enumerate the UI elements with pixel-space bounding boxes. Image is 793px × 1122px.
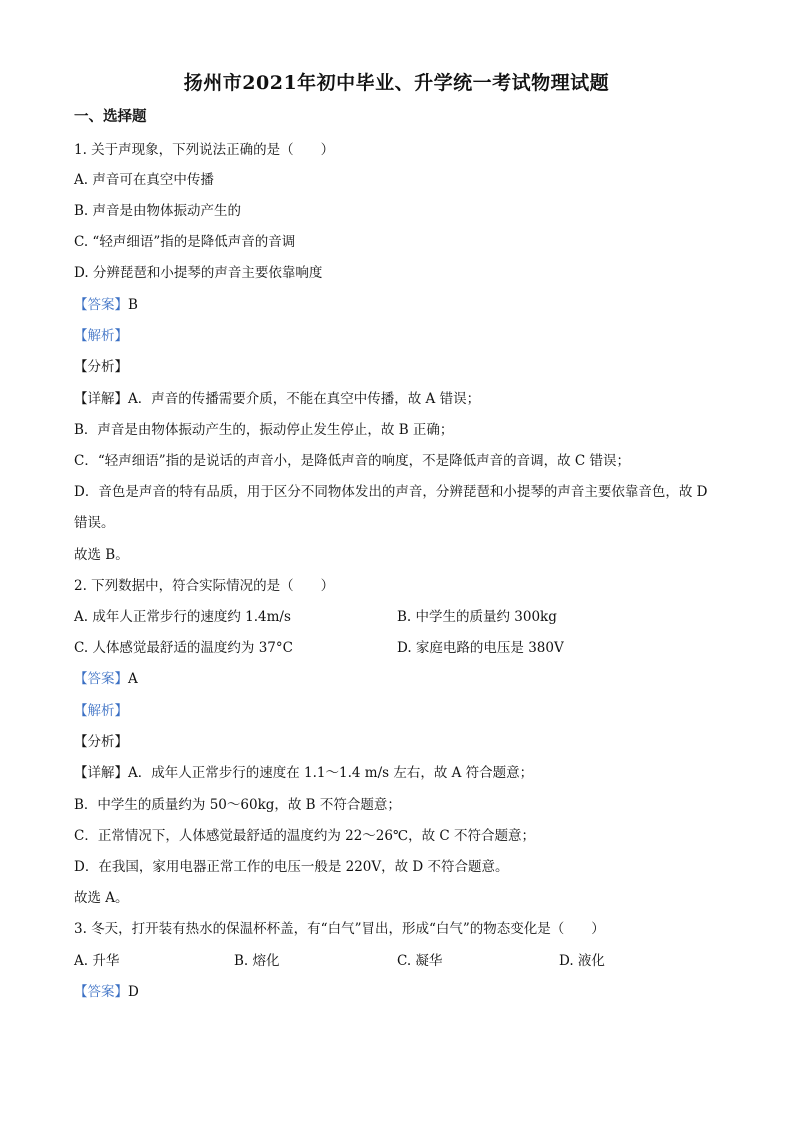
detail-label: 【详解】: [74, 765, 128, 781]
detail-text: A．声音的传播需要介质，不能在真空中传播，故 A 错误；: [128, 391, 481, 407]
q2-option-b: B. 中学生的质量约 300kg: [397, 609, 557, 625]
q2-stem: 2. 下列数据中，符合实际情况的是（ ）: [74, 578, 335, 594]
q3-option-b: B. 熔化: [234, 953, 280, 969]
q1-detail-c: C．“轻声细语”指的是说话的声音小，是降低声音的响度，不是降低声音的音调，故 C 错误；: [74, 453, 631, 469]
q1-conclusion: 故选 B。: [74, 547, 129, 563]
q1-option-b: B. 声音是由物体振动产生的: [74, 203, 242, 219]
q2-conclusion: 故选 A。: [74, 890, 129, 906]
answer-value: B: [128, 297, 138, 313]
q1-detail-d-cont: 错误。: [74, 515, 115, 531]
q1-detail-b: B．声音是由物体振动产生的，振动停止发生停止，故 B 正确；: [74, 422, 454, 438]
q3-answer: [74, 982, 139, 1002]
answer-value: A: [128, 671, 138, 687]
q1-jiexi-label: 【解析】: [74, 328, 128, 344]
q1-answer: [74, 295, 138, 315]
answer-label: 【答案】: [74, 297, 128, 313]
q2-answer: [74, 669, 138, 689]
q2-jiexi-label: 【解析】: [74, 703, 128, 719]
q1-detail-a: [74, 389, 480, 409]
detail-text: A．成年人正常步行的速度在 1.1～1.4 m/s 左右，故 A 符合题意；: [128, 765, 534, 781]
detail-label: 【详解】: [74, 391, 128, 407]
q3-option-a: A. 升华: [74, 953, 120, 969]
q3-option-c: C. 凝华: [397, 953, 443, 969]
answer-label: 【答案】: [74, 984, 128, 1000]
q2-option-d: D. 家庭电路的电压是 380V: [397, 640, 564, 656]
q1-option-c: C. “轻声细语”指的是降低声音的音调: [74, 234, 296, 250]
q3-option-d: D. 液化: [559, 953, 605, 969]
q1-fenxi-label: 【分析】: [74, 359, 128, 375]
q1-detail-d: D．音色是声音的特有品质，用于区分不同物体发出的声音，分辨琵琶和小提琴的声音主要依靠音色，故 D: [74, 484, 708, 500]
q2-detail-b: B．中学生的质量约为 50～60kg，故 B 不符合题意；: [74, 797, 401, 813]
q1-option-d: D. 分辨琵琶和小提琴的声音主要依靠响度: [74, 265, 323, 281]
q2-option-c: C. 人体感觉最舒适的温度约为 37°C: [74, 640, 293, 656]
q2-detail-a: [74, 763, 533, 783]
section-heading: 一、选择题: [74, 108, 147, 125]
answer-value: D: [128, 984, 139, 1000]
q2-fenxi-label: 【分析】: [74, 734, 128, 750]
q1-stem: 1. 关于声现象，下列说法正确的是（ ）: [74, 142, 335, 158]
answer-label: 【答案】: [74, 671, 128, 687]
q3-stem: 3. 冬天，打开装有热水的保温杯杯盖，有“白气”冒出，形成“白气”的物态变化是（ ）: [74, 921, 605, 937]
q1-option-a: A. 声音可在真空中传播: [74, 172, 214, 188]
page-title: 扬州市2021年初中毕业、升学统一考试物理试题: [183, 72, 610, 94]
q2-detail-c: C．正常情况下，人体感觉最舒适的温度约为 22～26℃，故 C 不符合题意；: [74, 828, 535, 844]
q2-detail-d: D．在我国，家用电器正常工作的电压一般是 220V，故 D 不符合题意。: [74, 859, 509, 875]
q2-option-a: A. 成年人正常步行的速度约 1.4m/s: [74, 609, 291, 625]
